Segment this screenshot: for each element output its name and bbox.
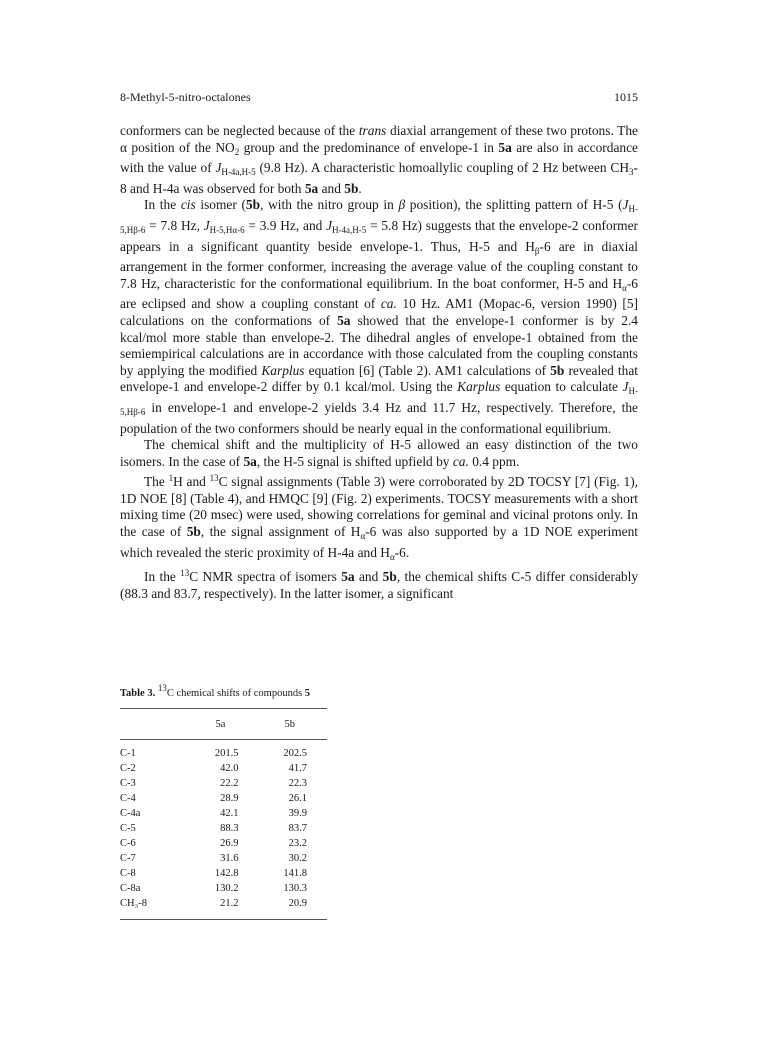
paragraph: conformers can be neglected because of the trans diaxial arrangement of these two protons. The α position of the $NO_2$ group and the predominance of envelope-1 in 5a are also in accordance with the value of $J_{H-4a,H-5}$ (9.8 Hz). A characteristic homoallylic coupling of 2 Hz between $CH_3-8$ and H-4a was observed for both 5a and 5b.: [120, 123, 639, 196]
cell-5b: 26.1: [288, 793, 307, 804]
cell-5b: 30.2: [288, 853, 307, 864]
row-label: C-8: [120, 868, 136, 879]
page-number: 1015: [614, 90, 638, 104]
table-row: [120, 866, 327, 881]
row-label: C-3: [120, 778, 136, 789]
row-label: CH₃-8: [120, 896, 188, 920]
column-header-5b: 5b: [253, 709, 327, 740]
cell-5a: 88.3: [220, 823, 239, 834]
row-label: C-7: [120, 853, 136, 864]
cell-5b: 141.8: [283, 868, 307, 879]
table-caption: Table 3. 13C chemical shifts of compounds 5: [120, 683, 311, 699]
table-row: [120, 896, 327, 920]
cell-5a: 201.5: [214, 748, 239, 759]
table-row: [120, 881, 327, 896]
paragraph: In the cis isomer (5b, with the nitro group in β position), the splitting pattern of H-5 ($J_{H-5,H\beta-6} = 7.8$ Hz, $J_{H-5,H\alpha-6} = 3.9$ Hz, and $J_{H-4a,H-5} = 5.8$ Hz) suggests that the envelope-2 conformer appears in a significant quantity beside envelope-1. Thus, H-5 and $H_\beta-6$ are in diaxial arrangement in the former conformer, increasing the average value of the coupling constant to 7.8 Hz, characteristic for the conformational equilibrium. In the boat conformer, H-5 and $H_\alpha-6$ are eclipsed and show a coupling constant of ca. 10 Hz. AM1 (Mopac-6, version 1990) [5] calculations on the conformations of 5a showed that the envelope-1 conformer is by 2.4 kcal/mol more stable than envelope-2. The dihedral angles of envelope-1 obtained from the semiempirical calculations are in accordance with those calculated from the coupling constants by applying the modified Karplus equation [6] (Table 2). AM1 calculations of 5b revealed that envelope-1 and envelope-2 differ by 0.1 kcal/mol. Using the Karplus equation to calculate $J_{H-5,H\beta-6}$ in envelope-1 and envelope-2 yields 3.4 Hz and 11.7 Hz, respectively. Therefore, the population of the two conformers should be nearly equal in the conformational equilibrium.: [120, 197, 638, 436]
cell-5a: 142.8: [214, 868, 239, 879]
cell-5a: 130.2: [214, 883, 239, 894]
cell-5a: 42.0: [220, 763, 239, 774]
table-3: [120, 681, 327, 920]
cell-5a: 28.9: [220, 793, 239, 804]
table-row: [120, 821, 327, 836]
cell-5a: 21.2: [188, 896, 252, 920]
cell-5b: 130.3: [283, 883, 307, 894]
table-row: [120, 806, 327, 821]
cell-5a: 26.9: [220, 838, 239, 849]
paragraph: In the $^{13}$C NMR spectra of isomers 5a and 5b, the chemical shifts C-5 differ considerably (88.3 and 83.7, respectively). In the latter isomer, a significant: [120, 568, 639, 601]
cell-5b: 39.9: [288, 808, 307, 819]
body-text: [120, 123, 638, 602]
cell-5a: 31.6: [220, 853, 239, 864]
row-label: C-2: [120, 763, 136, 774]
cell-5b: 202.5: [283, 748, 307, 759]
table-row: [120, 776, 327, 791]
paragraph: The chemical shift and the multiplicity of H-5 allowed an easy distinction of the two isomers. In the case of 5a, the H-5 signal is shifted upfield by ca. 0.4 ppm.: [120, 437, 638, 469]
cell-5b: 83.7: [288, 823, 307, 834]
paragraph: The $^1$H and $^{13}$C signal assignments (Table 3) were corroborated by 2D TOCSY [7] (Fig. 1), 1D NOE [8] (Table 4), and HMQC [9] (Fig. 2) experiments. TOCSY measurements with a short mixing time (20 msec) were used, showing correlations for geminal and vicinal protons only. In the case of 5b, the signal assignment of $H_\alpha-6$ was also supported by a 1D NOE experiment which revealed the steric proximity of H-4a and $H_\alpha-6$.: [120, 473, 639, 562]
table-row: [120, 740, 327, 762]
table-header-row: [120, 709, 327, 740]
table-row: [120, 851, 327, 866]
row-label: C-4: [120, 793, 136, 804]
running-header: [120, 90, 638, 106]
cell-5b: 23.2: [288, 838, 307, 849]
cell-5b: 41.7: [288, 763, 307, 774]
table-row: [120, 836, 327, 851]
cell-5a: 42.1: [220, 808, 239, 819]
table-row: [120, 761, 327, 776]
row-label: C-4a: [120, 808, 141, 819]
running-title: 8-Methyl-5-nitro-octalones: [120, 90, 251, 104]
column-header-5a: 5a: [188, 709, 252, 740]
shift-table: [120, 708, 327, 920]
row-label: C-6: [120, 838, 136, 849]
row-label: C-1: [120, 748, 136, 759]
table-row: [120, 791, 327, 806]
cell-5b: 22.3: [288, 778, 307, 789]
cell-5a: 22.2: [220, 778, 239, 789]
cell-5b: 20.9: [253, 896, 327, 920]
row-label: C-5: [120, 823, 136, 834]
row-label: C-8a: [120, 883, 141, 894]
